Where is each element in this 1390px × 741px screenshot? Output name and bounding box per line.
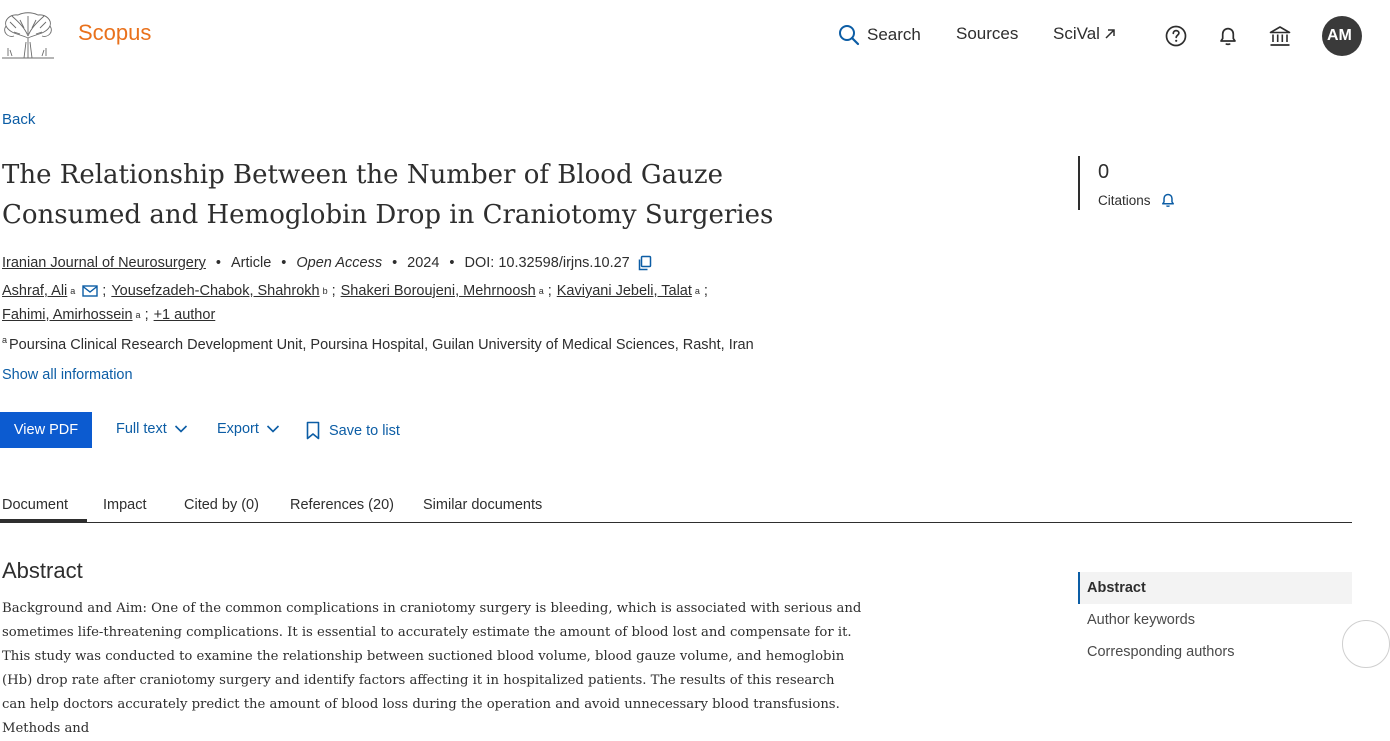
author-affiliation-sup: a bbox=[538, 286, 544, 296]
outline-item-author-keywords[interactable]: Author keywords bbox=[1087, 612, 1195, 628]
meta-separator: • bbox=[281, 255, 287, 271]
affiliation-text: Poursina Clinical Research Development Unit, Poursina Hospital, Guilan University of Medical Sciences, Rasht, Iran bbox=[9, 336, 754, 353]
author-affiliation-sup: b bbox=[322, 286, 328, 296]
save-to-list-label: Save to list bbox=[329, 422, 400, 439]
help-icon[interactable] bbox=[1164, 24, 1188, 48]
elsevier-tree-logo-icon[interactable] bbox=[0, 12, 56, 60]
user-avatar[interactable]: AM bbox=[1322, 16, 1362, 56]
floating-side-button[interactable] bbox=[1342, 620, 1390, 668]
meta-separator: • bbox=[215, 255, 221, 271]
bookmark-icon bbox=[306, 421, 320, 440]
outline-item-abstract[interactable]: Abstract bbox=[1078, 572, 1352, 604]
meta-separator: • bbox=[392, 255, 398, 271]
tab-cited-by[interactable]: Cited by (0) bbox=[184, 497, 259, 513]
full-text-label: Full text bbox=[116, 421, 167, 437]
outline-item-corresponding-authors[interactable]: Corresponding authors bbox=[1087, 644, 1235, 660]
view-pdf-button[interactable]: View PDF bbox=[0, 412, 92, 448]
export-dropdown[interactable] bbox=[217, 421, 280, 437]
author-affiliation-sup: a bbox=[135, 310, 141, 320]
abstract-heading: Abstract bbox=[2, 558, 83, 583]
more-authors-link[interactable]: +1 author bbox=[153, 307, 216, 323]
citations-label: Citations bbox=[1098, 192, 1151, 208]
author-separator: ; bbox=[703, 283, 708, 299]
publication-year: 2024 bbox=[407, 255, 440, 271]
scopus-brand[interactable]: Scopus bbox=[78, 20, 152, 45]
authors-line-1 bbox=[2, 283, 713, 299]
chevron-down-icon bbox=[266, 424, 280, 434]
journal-link[interactable]: Iranian Journal of Neurosurgery bbox=[2, 255, 206, 271]
nav-scival[interactable] bbox=[1053, 24, 1117, 44]
show-all-information-link[interactable]: Show all information bbox=[2, 367, 133, 383]
nav-sources[interactable]: Sources bbox=[956, 24, 1019, 43]
author-affiliation-sup: a bbox=[694, 286, 700, 296]
tab-similar-documents[interactable]: Similar documents bbox=[423, 497, 543, 513]
active-tab-indicator bbox=[0, 519, 87, 522]
affiliation-sup: a bbox=[2, 335, 8, 345]
authors-line-2 bbox=[2, 307, 215, 323]
nav-search-label: Search bbox=[867, 25, 921, 44]
tab-document[interactable]: Document bbox=[2, 497, 69, 513]
citations-box bbox=[1078, 156, 1278, 210]
document-outline bbox=[1078, 572, 1352, 668]
author-affiliation-sup: a bbox=[70, 286, 76, 296]
author-link[interactable]: Ashraf, Ali bbox=[2, 283, 68, 299]
chevron-down-icon bbox=[174, 424, 188, 434]
document-tabs bbox=[0, 490, 1352, 523]
author-link[interactable]: Kaviyani Jebeli, Talat bbox=[556, 283, 692, 299]
tab-references[interactable]: References (20) bbox=[290, 497, 394, 513]
full-text-dropdown[interactable] bbox=[116, 421, 188, 437]
doi-text: DOI: 10.32598/irjns.10.27 bbox=[464, 255, 630, 271]
open-access-label: Open Access bbox=[296, 255, 383, 271]
export-label: Export bbox=[217, 421, 259, 437]
nav-search[interactable] bbox=[838, 24, 921, 46]
notifications-bell-icon[interactable] bbox=[1216, 24, 1240, 48]
tab-impact[interactable]: Impact bbox=[103, 497, 147, 513]
author-separator: ; bbox=[331, 283, 336, 299]
author-separator: ; bbox=[102, 283, 107, 299]
abstract-text: Background and Aim: One of the common complications in craniotomy surgery is bleeding, which is associated with serious and sometimes life-threatening complications. It is essential to accurately estimate the amount of blood lost and compensate for it. This study was conducted to examine the relationship between suctioned blood volume, blood gauze volume, and hemoglobin (Hb) drop rate after craniotomy surgery and identify factors affecting it in hospitalized patients. The results of this research can help doctors accurately predict the amount of blood loss during the operation and avoid unnecessary blood transfusions. Methods and bbox=[2, 601, 862, 736]
copy-doi-icon[interactable] bbox=[637, 255, 653, 271]
save-to-list-button[interactable] bbox=[306, 421, 400, 440]
article-meta bbox=[2, 255, 653, 271]
back-link[interactable]: Back bbox=[2, 111, 36, 128]
author-link[interactable]: Yousefzadeh-Chabok, Shahrokh bbox=[111, 283, 320, 299]
external-link-arrow-icon bbox=[1103, 27, 1117, 41]
citation-alert-bell-icon[interactable] bbox=[1159, 191, 1177, 209]
author-separator: ; bbox=[144, 307, 149, 323]
top-header bbox=[0, 0, 1352, 72]
author-separator: ; bbox=[547, 283, 552, 299]
search-icon bbox=[838, 24, 860, 46]
email-envelope-icon[interactable] bbox=[82, 285, 98, 297]
nav-scival-label: SciVal bbox=[1053, 24, 1100, 43]
document-type: Article bbox=[231, 255, 272, 271]
institution-icon[interactable] bbox=[1268, 24, 1292, 48]
citations-count: 0 bbox=[1098, 161, 1110, 183]
article-title: The Relationship Between the Number of Blood Gauze Consumed and Hemoglobin Drop in Craniotomy Surgeries bbox=[2, 160, 774, 230]
affiliation bbox=[2, 335, 754, 353]
meta-separator: • bbox=[449, 255, 455, 271]
citations-row bbox=[1098, 191, 1177, 209]
author-link[interactable]: Fahimi, Amirhossein bbox=[2, 307, 133, 323]
author-link[interactable]: Shakeri Boroujeni, Mehrnoosh bbox=[340, 283, 536, 299]
